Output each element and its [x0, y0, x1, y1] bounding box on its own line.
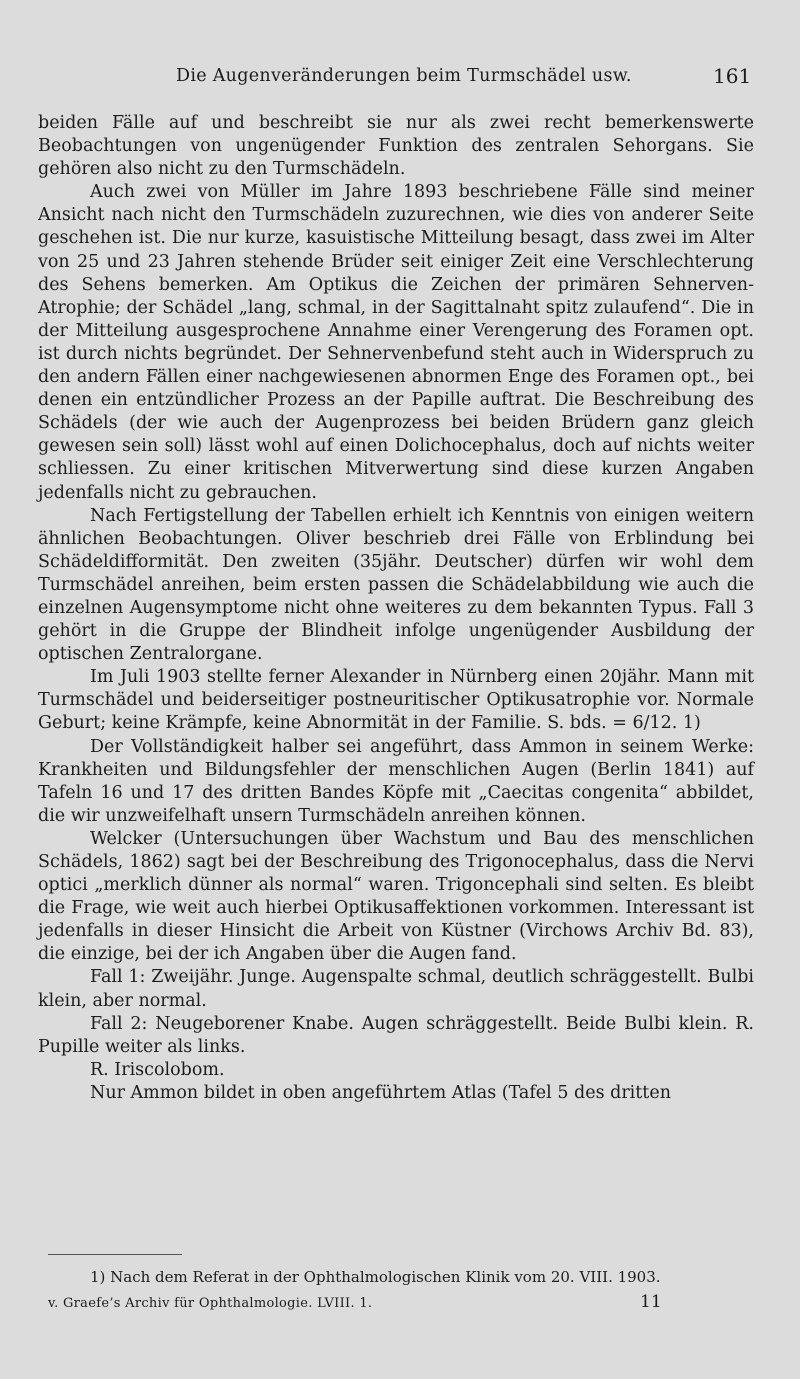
- paragraph-ammon-atlas: Nur Ammon bildet in oben angeführtem Atlas (Tafel 5 des dritten: [90, 1082, 671, 1103]
- paragraph-iriscolobom: R. Iriscolobom.: [90, 1059, 225, 1080]
- paragraph-case-2: Fall 2: Neugeborener Knabe. Augen schräggestellt. Beide Bulbi klein. R. Pupille weiter als links.: [38, 1013, 754, 1057]
- footnote-divider: [48, 1254, 182, 1255]
- signature-number: 11: [640, 1292, 662, 1312]
- paragraph-ammon: Der Vollständigkeit halber sei angeführt, dass Ammon in seinem Werke: Krankheiten und Bildungsfehler der menschlichen Augen (Berlin 1841) auf Tafeln 16 und 17 des dritten Bandes Köpfe mit „Caecitas congenita“ abbildet, die wir unzweifelhaft unsern Turmschädeln anreihen können.: [38, 736, 754, 826]
- running-title: Die Augenveränderungen beim Turmschädel usw.: [176, 66, 632, 86]
- page-number: 161: [713, 64, 752, 88]
- body-text: [38, 112, 754, 1105]
- paragraph-continuation: beiden Fälle auf und beschreibt sie nur als zwei recht bemerkenswerte Beobachtungen von ungenügender Funktion des zentralen Sehorgans. Sie gehören also nicht zu den Turmschädeln.: [38, 113, 754, 180]
- signature-line: v. Graefe’s Archiv für Ophthalmologie. LVIII. 1.: [48, 1296, 373, 1311]
- paragraph-welcker: Welcker (Untersuchungen über Wachstum und Bau des menschlichen Schädels, 1862) sagt bei der Beschreibung des Trigonocephalus, dass die Nervi optici „merklich dünner als normal“ waren. Trigoncephali sind selten. Es bleibt die Frage, wie weit auch hierbei Optikusaffektionen vorkommen. Interessant ist jedenfalls in dieser Hinsicht die Arbeit von Küstner (Virchows Archiv Bd. 83), die einzige, bei der ich Angaben über die Augen fand.: [38, 828, 754, 965]
- paragraph-oliver: Nach Fertigstellung der Tabellen erhielt ich Kenntnis von einigen weitern ähnlichen Beobachtungen. Oliver beschrieb drei Fälle von Erblindung bei Schädeldifformität. Den zweiten (35jähr. Deutscher) dürfen wir wohl dem Turmschädel anreihen, beim ersten passen die Schädelabbildung wie auch die einzelnen Augensymptome nicht ohne weiteres zu dem bekannten Typus. Fall 3 gehört in die Gruppe der Blindheit infolge ungenügender Ausbildung der optischen Zentralorgane.: [38, 505, 754, 665]
- paragraph-case-1: Fall 1: Zweijähr. Junge. Augenspalte schmal, deutlich schräggestellt. Bulbi klein, aber normal.: [38, 967, 754, 1011]
- paragraph-alexander: Im Juli 1903 stellte ferner Alexander in Nürnberg einen 20jähr. Mann mit Turmschädel und beiderseitiger postneuritischer Optikusatrophie vor. Normale Geburt; keine Krämpfe, keine Abnormität in der Familie. S. bds. = 6/12. 1): [38, 667, 754, 734]
- paragraph-mueller: Auch zwei von Müller im Jahre 1893 beschriebene Fälle sind meiner Ansicht nach nicht den Turmschädeln zuzurechnen, wie dies von anderer Seite geschehen ist. Die nur kurze, kasuistische Mitteilung besagt, dass zwei im Alter von 25 und 23 Jahren stehende Brüder seit einiger Zeit eine Verschlechterung des Sehens bemerken. Am Optikus die Zeichen der primären Sehnerven-Atrophie; der Schädel „lang, schmal, in der Sagittalnaht spitz zulaufend“. Die in der Mitteilung ausgesprochene Annahme einer Verengerung des Foramen opt. ist durch nichts begründet. Der Sehnervenbefund steht auch in Widerspruch zu den andern Fällen einer nachgewiesenen abnormen Enge des Foramen opt., bei denen ein entzündlicher Prozess an der Papille auftrat. Die Beschreibung des Schädels (der wie auch der Augenprozess bei beiden Brüdern ganz gleich gewesen sein soll) lässt wohl auf einen Dolichocephalus, doch auf nichts weiter schliessen. Zu einer kritischen Mitverwertung sind diese kurzen Angaben jedenfalls nicht zu gebrauchen.: [38, 182, 754, 503]
- footnote: 1) Nach dem Referat in der Ophthalmologischen Klinik vom 20. VIII. 1903.: [90, 1268, 661, 1286]
